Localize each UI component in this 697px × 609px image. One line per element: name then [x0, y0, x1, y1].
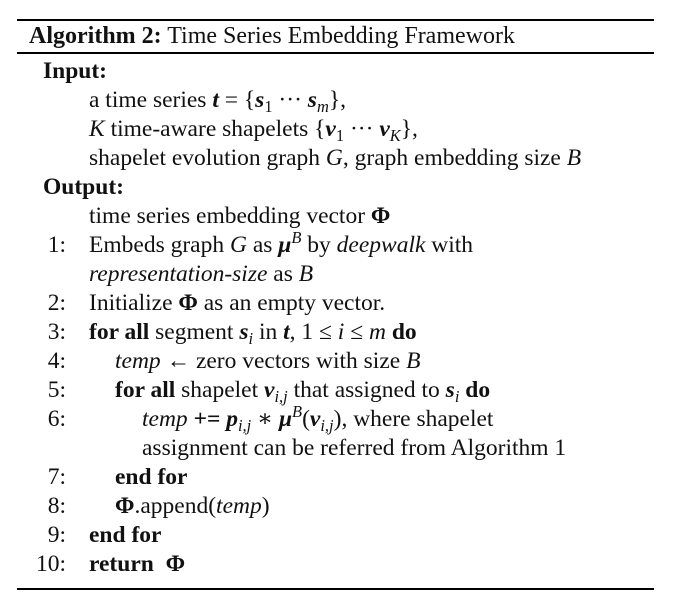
- bottom-rule: [17, 588, 654, 590]
- line-number: 2:: [47, 290, 66, 316]
- line-number: 10:: [35, 551, 66, 577]
- step-7: end for: [115, 464, 188, 490]
- input-label: Input:: [43, 58, 108, 84]
- line-number: 1:: [47, 232, 66, 258]
- input-graph: shapelet evolution graph G, graph embedding size B: [89, 145, 582, 171]
- line-number: 7:: [47, 464, 66, 490]
- algorithm-name: Time Series Embedding Framework: [167, 23, 515, 49]
- step-1-continued: representation-size as B: [89, 261, 314, 287]
- step-6: temp += $p_{i,j}$ ∗ $\mu^B(v_{i,j})$, where shapelet: [142, 401, 494, 435]
- step-5: for all shapelet $v_{i,j}$ that assigned to $s_i$ do: [115, 377, 491, 406]
- output-vector: time series embedding vector Φ: [89, 203, 391, 229]
- step-2: Initialize Φ as an empty vector.: [89, 290, 386, 316]
- step-4: temp ← zero vectors with size B: [115, 348, 421, 374]
- line-number: 8:: [47, 493, 66, 519]
- output-label: Output:: [43, 174, 124, 200]
- step-10: return Φ: [89, 551, 186, 577]
- line-number: 5:: [47, 377, 66, 403]
- algorithm-title: [29, 20, 515, 52]
- step-3: for all segment $s_i$ in t, 1 ≤ i ≤ m do: [89, 319, 417, 348]
- line-number: 3:: [47, 319, 66, 345]
- algorithm-label: Algorithm 2:: [29, 23, 162, 49]
- step-1: Embeds graph G as $\mu^B$ by deepwalk with: [89, 227, 474, 258]
- step-9: end for: [89, 522, 162, 548]
- line-number: 4:: [47, 348, 66, 374]
- step-6-continued: assignment can be referred from Algorithm 1: [142, 435, 567, 461]
- step-8: Φ.append(temp): [115, 493, 270, 519]
- line-number: 9:: [47, 522, 66, 548]
- input-time-series: a time series $t = \{s_1$ ··· $s_m$},: [89, 87, 346, 116]
- title-rule: [17, 52, 654, 54]
- line-number: 6:: [47, 406, 66, 432]
- input-shapelets: K time-aware shapelets {$v_1$ ··· $v_K$},: [89, 116, 418, 145]
